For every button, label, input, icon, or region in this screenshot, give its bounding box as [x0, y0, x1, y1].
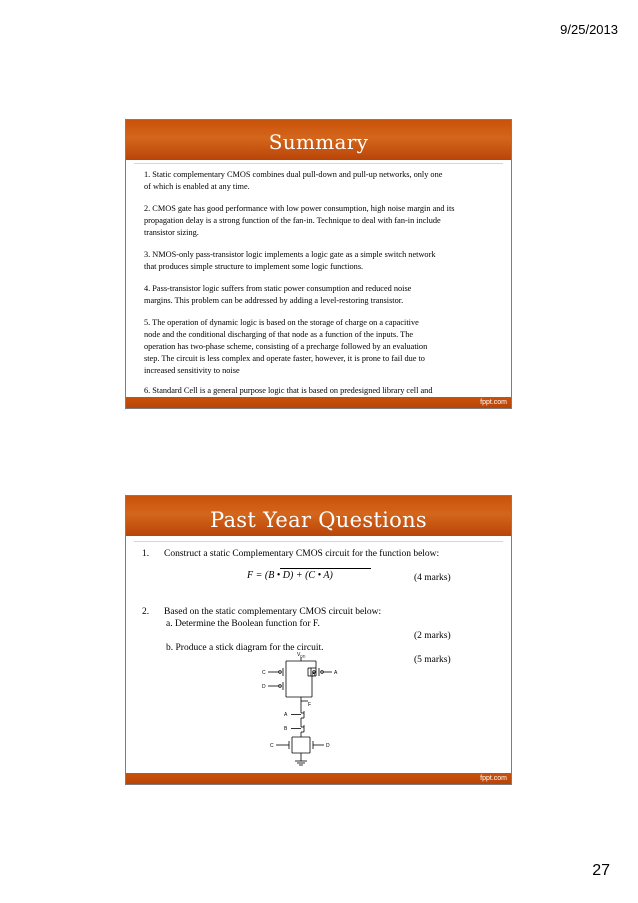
- footer-brand: fppt.com: [480, 399, 507, 406]
- footer-brand: fppt.com: [480, 775, 507, 782]
- vdd-label: $V_{DD}$: [297, 652, 306, 659]
- page-date: 9/25/2013: [560, 22, 618, 37]
- question-2-text: Based on the static complementary CMOS circuit below:: [164, 607, 382, 617]
- title-divider: [134, 163, 503, 164]
- slide-header: [126, 496, 511, 536]
- input-a-bottom: A: [284, 712, 288, 718]
- formula-lhs: F =: [247, 570, 265, 581]
- summary-item-2: 2. CMOS gate has good performance with low power consumption, high noise margin and its propagation delay is a strong function of the fan-in. Technique to deal with fan-in include transistor sizing.: [144, 204, 455, 237]
- question-2-number: 2.: [142, 607, 150, 617]
- input-a-top: A: [334, 670, 338, 676]
- output-f: F: [308, 702, 312, 708]
- input-b-bottom: B: [284, 726, 288, 732]
- boolean-formula: [247, 570, 333, 581]
- summary-item-3: 3. NMOS-only pass-transistor logic implements a logic gate as a simple switch network that produces simple structure to implement some logic functions.: [144, 250, 436, 271]
- summary-item-6: 6. Standard Cell is a general purpose logic that is based on predesigned library cell and: [144, 386, 433, 395]
- input-c-top: C: [262, 670, 266, 676]
- slide-title: Past Year Questions: [209, 508, 428, 532]
- question-2-part-b: b. Produce a stick diagram for the circuit.: [166, 643, 324, 653]
- summary-item-1: 1. Static complementary CMOS combines dual pull-down and pull-up networks, only one of which is enabled at any time.: [144, 170, 443, 191]
- slide-title: Summary: [268, 130, 369, 154]
- formula-rhs: (B • D) + (C • A): [264, 570, 333, 581]
- question-1-text: Construct a static Complementary CMOS circuit for the function below:: [164, 549, 440, 559]
- title-divider: [134, 541, 503, 542]
- question-2-part-a: a. Determine the Boolean function for F.: [166, 619, 320, 629]
- summary-list: [144, 169, 503, 419]
- past-year-questions-slide: [125, 495, 512, 785]
- input-d-top: D: [262, 684, 266, 690]
- question-2b-marks: (5 marks): [414, 655, 451, 665]
- input-c-bottom: C: [270, 743, 274, 749]
- input-d-bottom: D: [326, 743, 330, 749]
- slide-footer: [126, 773, 511, 784]
- summary-slide: [125, 119, 512, 409]
- slide-footer: [126, 397, 511, 408]
- page-number: 27: [592, 862, 610, 879]
- cmos-circuit-diagram: [246, 651, 356, 771]
- formula-overline: [280, 568, 371, 569]
- question-1-marks: (4 marks): [414, 573, 451, 583]
- summary-item-5: 5. The operation of dynamic logic is based on the storage of charge on a capacitive node and the conditional discharging of that node as a function of the inputs. The operation has two-phase scheme, consisting of a precharge followed by an evaluation step. The circuit is less complex and operate faster, however, it is prone to fail due to increased sensitivity to noise: [144, 318, 428, 375]
- slide-header: [126, 120, 511, 160]
- summary-item-4: 4. Pass-transistor logic suffers from static power consumption and reduced noise margins. This problem can be addressed by adding a level-restoring transistor.: [144, 284, 412, 305]
- input-b-top: B: [312, 672, 316, 678]
- question-2a-marks: (2 marks): [414, 631, 451, 641]
- question-1-number: 1.: [142, 549, 150, 559]
